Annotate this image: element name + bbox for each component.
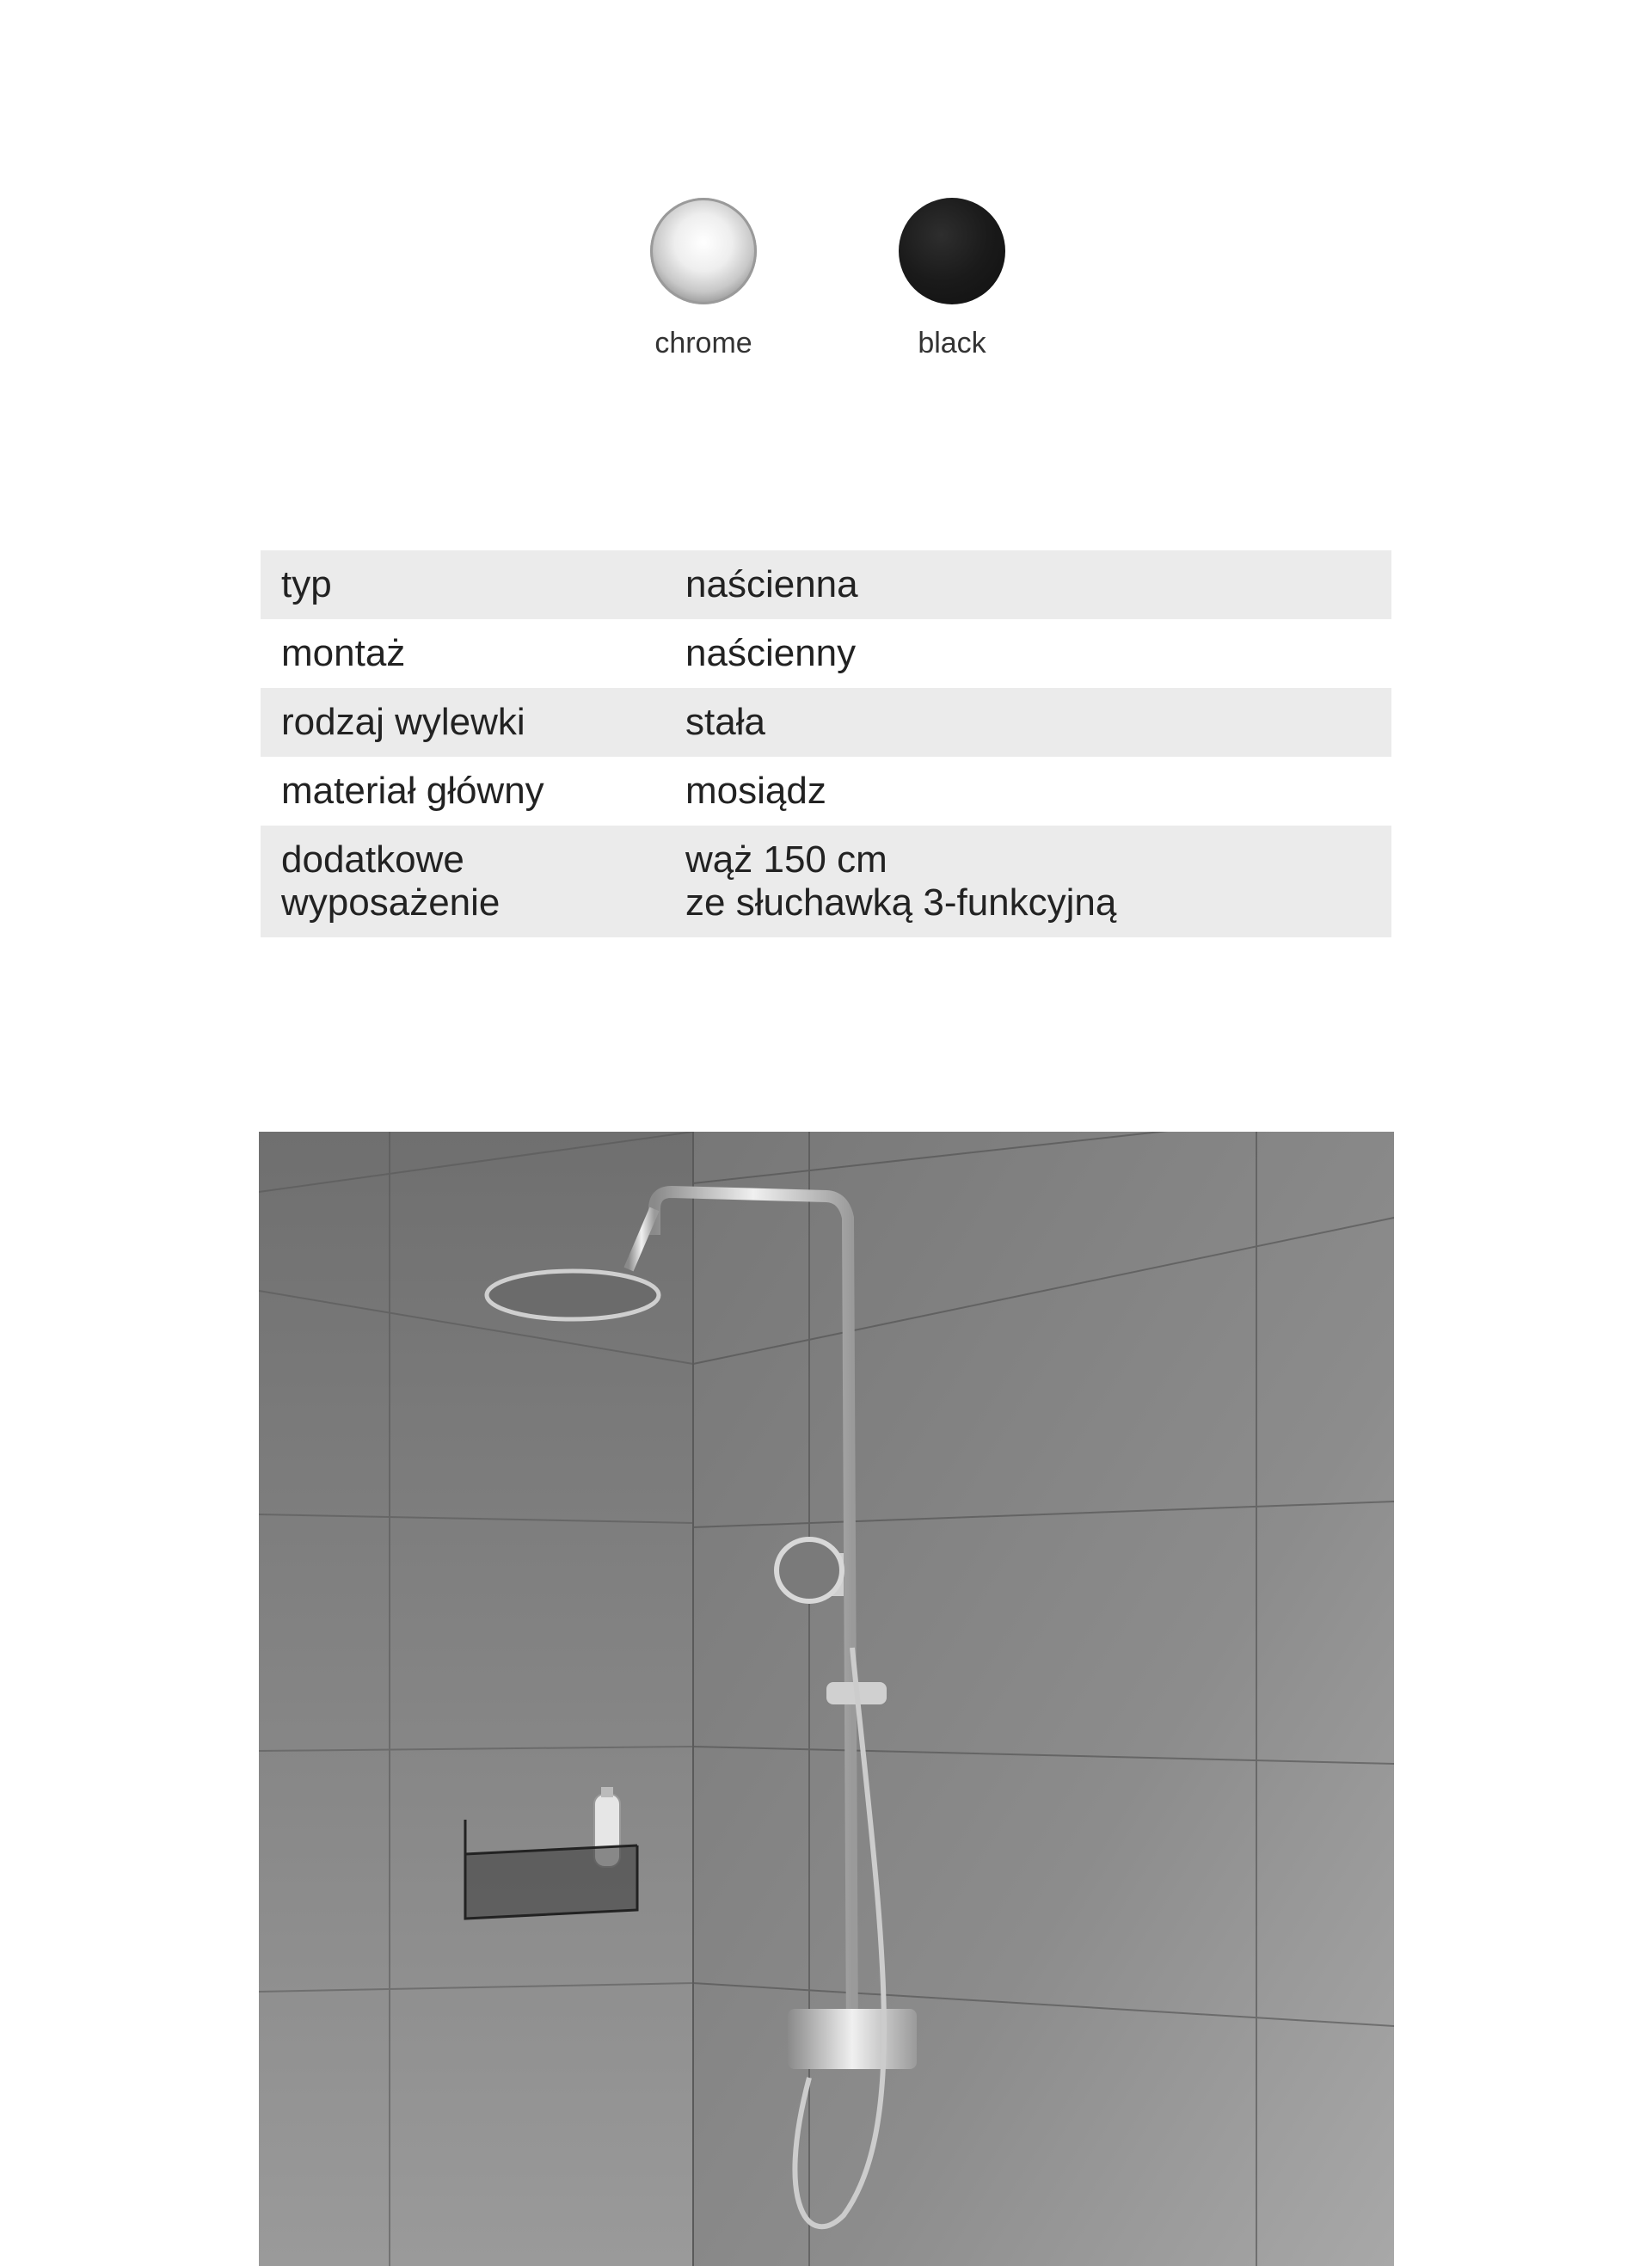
spec-key-line: wyposażenie [281,881,501,924]
spec-row-typ [261,550,1391,619]
swatch-black[interactable] [883,198,1021,360]
spec-key: typ [281,563,332,605]
rain-shower-head [487,1271,659,1319]
chrome-swatch-disc [650,198,757,304]
spec-value [685,838,1391,924]
right-wall [693,1132,1394,2266]
shower-photo [259,1132,1394,2266]
spec-key [261,838,685,924]
spec-value-line: ze słuchawką 3-funkcyjną [685,881,1117,924]
spec-key-line: dodatkowe [281,838,464,881]
spec-table [261,550,1391,937]
spec-row-montaz [261,619,1391,688]
spec-row-material [261,757,1391,826]
black-swatch-disc [899,198,1005,304]
swatch-label-black: black [918,327,986,359]
spec-value: stała [685,701,765,743]
shower-illustration [259,1132,1394,2266]
spec-value: naścienna [685,563,858,605]
thermostat-mixer [788,2009,917,2069]
swatch-chrome[interactable] [635,198,772,360]
hand-shower-head [777,1539,842,1601]
spec-value: mosiądz [685,770,826,812]
spec-key: montaż [281,632,406,674]
swatch-label-chrome: chrome [654,327,752,359]
spec-row-wyposazenie [261,826,1391,937]
spec-key: rodzaj wylewki [281,701,525,743]
spec-value-line: wąż 150 cm [685,838,887,881]
spec-value: naścienny [685,632,857,674]
spec-key: materiał główny [281,770,544,812]
color-swatches [0,198,1652,370]
spec-row-wylewka [261,688,1391,757]
